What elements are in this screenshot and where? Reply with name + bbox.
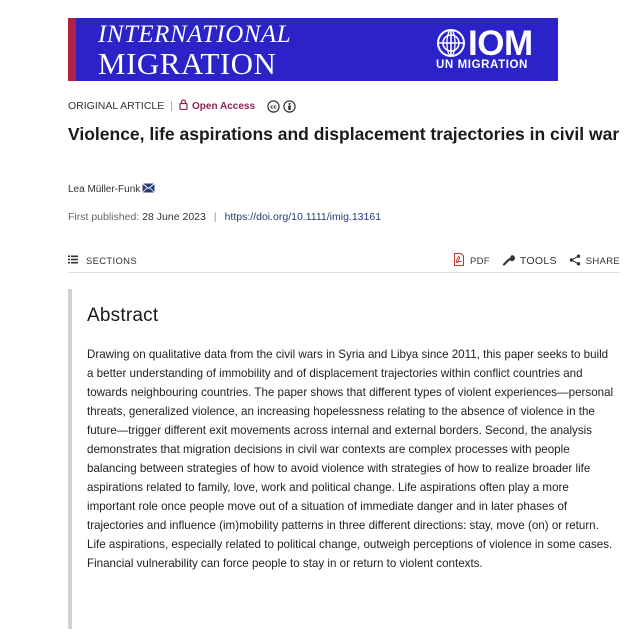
author-line [68,183,155,196]
license-icons[interactable] [267,100,296,113]
abstract-heading: Abstract [87,305,159,326]
doi-link[interactable]: https://doi.org/10.1111/imig.13161 [224,211,382,223]
pdf-button[interactable] [453,253,490,269]
un-globe-icon [436,28,466,58]
article-type: ORIGINAL ARTICLE [68,100,165,112]
iom-logo [436,24,548,74]
toolbar-actions [441,253,620,269]
journal-title-line1: INTERNATIONAL [98,21,292,48]
share-label: SHARE [585,255,620,267]
sections-button[interactable] [68,255,137,267]
abstract-text: Drawing on qualitative data from the civil wars in Syria and Libya since 2011, this paper seeks to build a better understanding of immobility and of displacement trajectories within conflict countries and towards neighbouring countries. The paper shows that different types of violent experiences—personal threats, generalized violence, an increasing hopelessness relating to the absence of violence in the future—trigger different exit movements across internal and external borders. Second, the analysis demonstrates that migration decisions in civil war contexts are complex processes with people balancing between strategies of how to avoid violence with strategies of how to realize broader life aspirations related to family, love, work and political change. Life aspirations often play a more important role once people move out of a situation of immediate danger and in later phases of trajectories and influence (im)mobility patterns in three different directions: stay, move (on) or return. Life aspirations, especially related to political change, outweigh perceptions of violence in some cases. Financial vulnerability can force people to stay in or return to violent contexts. [87,348,614,570]
iom-wordmark: IOM [468,24,533,63]
wrench-icon [502,253,515,269]
first-published-label: First published: [68,211,140,223]
cc-icon[interactable] [267,100,280,113]
journal-title-line2: MIGRATION [98,46,277,81]
lock-icon [179,99,188,113]
pubinfo-separator: | [213,211,217,223]
meta-separator: | [170,100,174,112]
article-title: Violence, life aspirations and displacement trajectories in civil war [68,124,620,144]
by-icon[interactable] [283,100,296,113]
share-icon [569,254,581,269]
pdf-label: PDF [469,255,490,267]
share-button[interactable] [569,254,620,269]
tools-button[interactable] [502,253,557,269]
publication-date: 28 June 2023 [142,211,206,223]
journal-title [98,22,291,79]
abstract-section [68,289,620,629]
publication-info [68,211,381,223]
article-meta-row [68,99,296,113]
sections-label: SECTIONS [86,255,137,267]
open-access-label[interactable]: Open Access [192,100,256,112]
banner-accent-strip [68,18,76,81]
author-name[interactable]: Lea Müller-Funk [68,184,141,195]
iom-tagline: UN MIGRATION [436,59,528,71]
svg-text:cc: cc [270,104,277,111]
pdf-icon [453,253,465,269]
envelope-icon[interactable] [142,183,155,196]
article-toolbar [68,253,620,273]
tools-label: TOOLS [519,255,557,267]
journal-banner[interactable] [68,18,558,81]
list-icon [68,255,78,267]
